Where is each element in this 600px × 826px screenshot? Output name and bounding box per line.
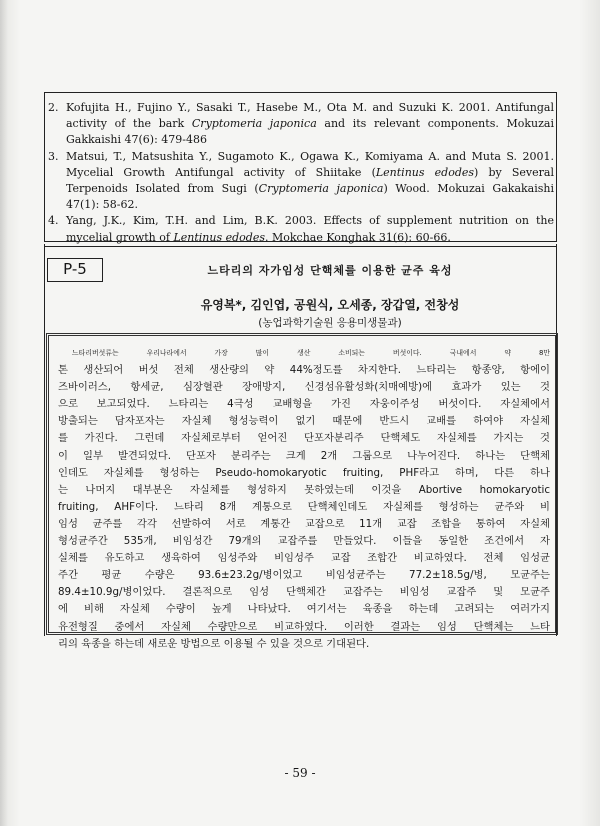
abstract-line: 실체를 유도하고 생육하여 임성주와 비임성주 교잡 조합간 비교하였다. 전체 임성균	[58, 552, 550, 565]
abstract-line: 주간 평균 수량은 93.6±23.2g/병이었고 비임성균주는 77.2±18.5g/병, 모균주는	[58, 569, 550, 582]
abstract-line: fruiting, AHF이다. 느타리 8개 계통으로 단핵체인데도 자실체를 형성하는 균주와 비	[58, 500, 550, 513]
reference-item	[48, 149, 554, 214]
abstract-line: 톤 생산되어 버섯 전체 생산량의 약 44%정도를 차지한다. 느타리는 항종양, 항에이	[58, 364, 550, 377]
reference-box-top-rule	[44, 92, 556, 93]
reference-item	[48, 100, 554, 149]
reference-text: Yang, J.K., Kim, T.H. and Lim, B.K. 2003. Effects of supplement nutrition on the mycelial growth of Lentinus edodes. Mokchae Konghak 31(6): 60-66.	[66, 214, 554, 244]
poster-id-badge: P-5	[47, 258, 103, 282]
abstract-line: 즈바이러스, 항세균, 심장혈관 장애방지, 신경섬유활성화(치매예방)에 효과가 있는 것	[58, 381, 550, 394]
abstract-line: 에 비해 자실체 수량이 높게 나타났다. 여기서는 육종을 하는데 고려되는 여러가지	[58, 603, 550, 616]
poster-authors: 유영복*, 김인엽, 공원식, 오세종, 장갑열, 전창성	[200, 298, 460, 312]
abstract-line: 으로 보고되었다. 느타리는 4극성 교배형을 가진 자웅이주성 버섯이다. 자실체에서	[58, 398, 550, 411]
abstract-text	[58, 345, 550, 653]
reference-number: 2.	[48, 101, 59, 114]
poster-frame-left	[44, 244, 45, 636]
abstract-line: 이 일부 발견되었다. 단포자 분리주는 크게 2개 그룹으로 나누어진다. 하나는 단핵체	[58, 449, 550, 462]
abstract-line: 유전형질 중에서 자실체 수량만으로 비교하였다. 이러한 결과는 임성 단핵체는 느타	[58, 620, 550, 633]
abstract-line: 리의 육종을 하는데 새로운 방법으로 이용될 수 있을 것으로 기대된다.	[58, 637, 370, 650]
abstract-line: 형성균주간 535개, 비임성간 79개의 교잡주를 만들었다. 이들을 동일한 조건에서 자	[58, 535, 550, 548]
reference-text: Matsui, T., Matsushita Y., Sugamoto K., Ogawa K., Komiyama A. and Muta S. 2001. Mycelial Growth Antifungal activity of Shiitake (Lentinus edodes) by Several Terpenoids Isolated from Sugi (Cryptomeria japonica) Wood. Mokuzai Gakakaishi 47(1): 58-62.	[66, 149, 554, 212]
reference-box-left-rule	[44, 92, 45, 242]
reference-list	[48, 100, 554, 246]
reference-number: 3.	[48, 149, 59, 163]
reference-box-bottom-rule	[44, 241, 556, 242]
poster-frame-top	[44, 246, 556, 247]
abstract-line: 를 가진다. 그런데 자실체로부터 얻어진 단포자분리주 단핵체도 자실체를 가지는 것	[58, 432, 550, 445]
abstract-line: 임성 균주를 각각 선발하여 서로 계통간 교잡으로 11개 교잡 조합을 통하여 자실체	[58, 517, 550, 530]
abstract-line: 인데도 자실체를 형성하는 Pseudo-homokaryotic fruiting, PHF라고 하며, 다른 하나	[58, 466, 550, 479]
poster-title: 느타리의 자가임성 단핵체를 이용한 균주 육성	[207, 264, 453, 277]
abstract-line: 는 나머지 대부분은 자실체를 형성하지 못하였는데 이것을 Abortive homokaryotic	[58, 483, 550, 496]
abstract-line: 느타리버섯류는 우리나라에서 가장 많이 생산 소비되는 버섯이다. 국내에서 약 8만	[72, 349, 550, 357]
abstract-line: 방출되는 담자포자는 자실체 형성능력이 없기 때문에 반드시 교배를 하여야 자실체	[58, 415, 550, 428]
page-number: - 59 -	[284, 766, 316, 780]
reference-text: Kofujita H., Fujino Y., Sasaki T., Hasebe M., Ota M. and Suzuki K. 2001. Antifungal activity of the bark Cryptomeria japonica and its relevant components. Mokuzai Gakkaishi 47(6): 479-486	[66, 101, 554, 147]
abstract-line: 89.4±10.9g/병이었다. 결론적으로 임성 단핵체간 교잡주는 비임성 교잡주 및 모균주	[58, 586, 550, 599]
reference-number: 4.	[48, 214, 59, 228]
poster-affiliation: (농업과학기술원 응용미생물과)	[258, 317, 402, 329]
reference-box-right-rule	[556, 92, 557, 242]
